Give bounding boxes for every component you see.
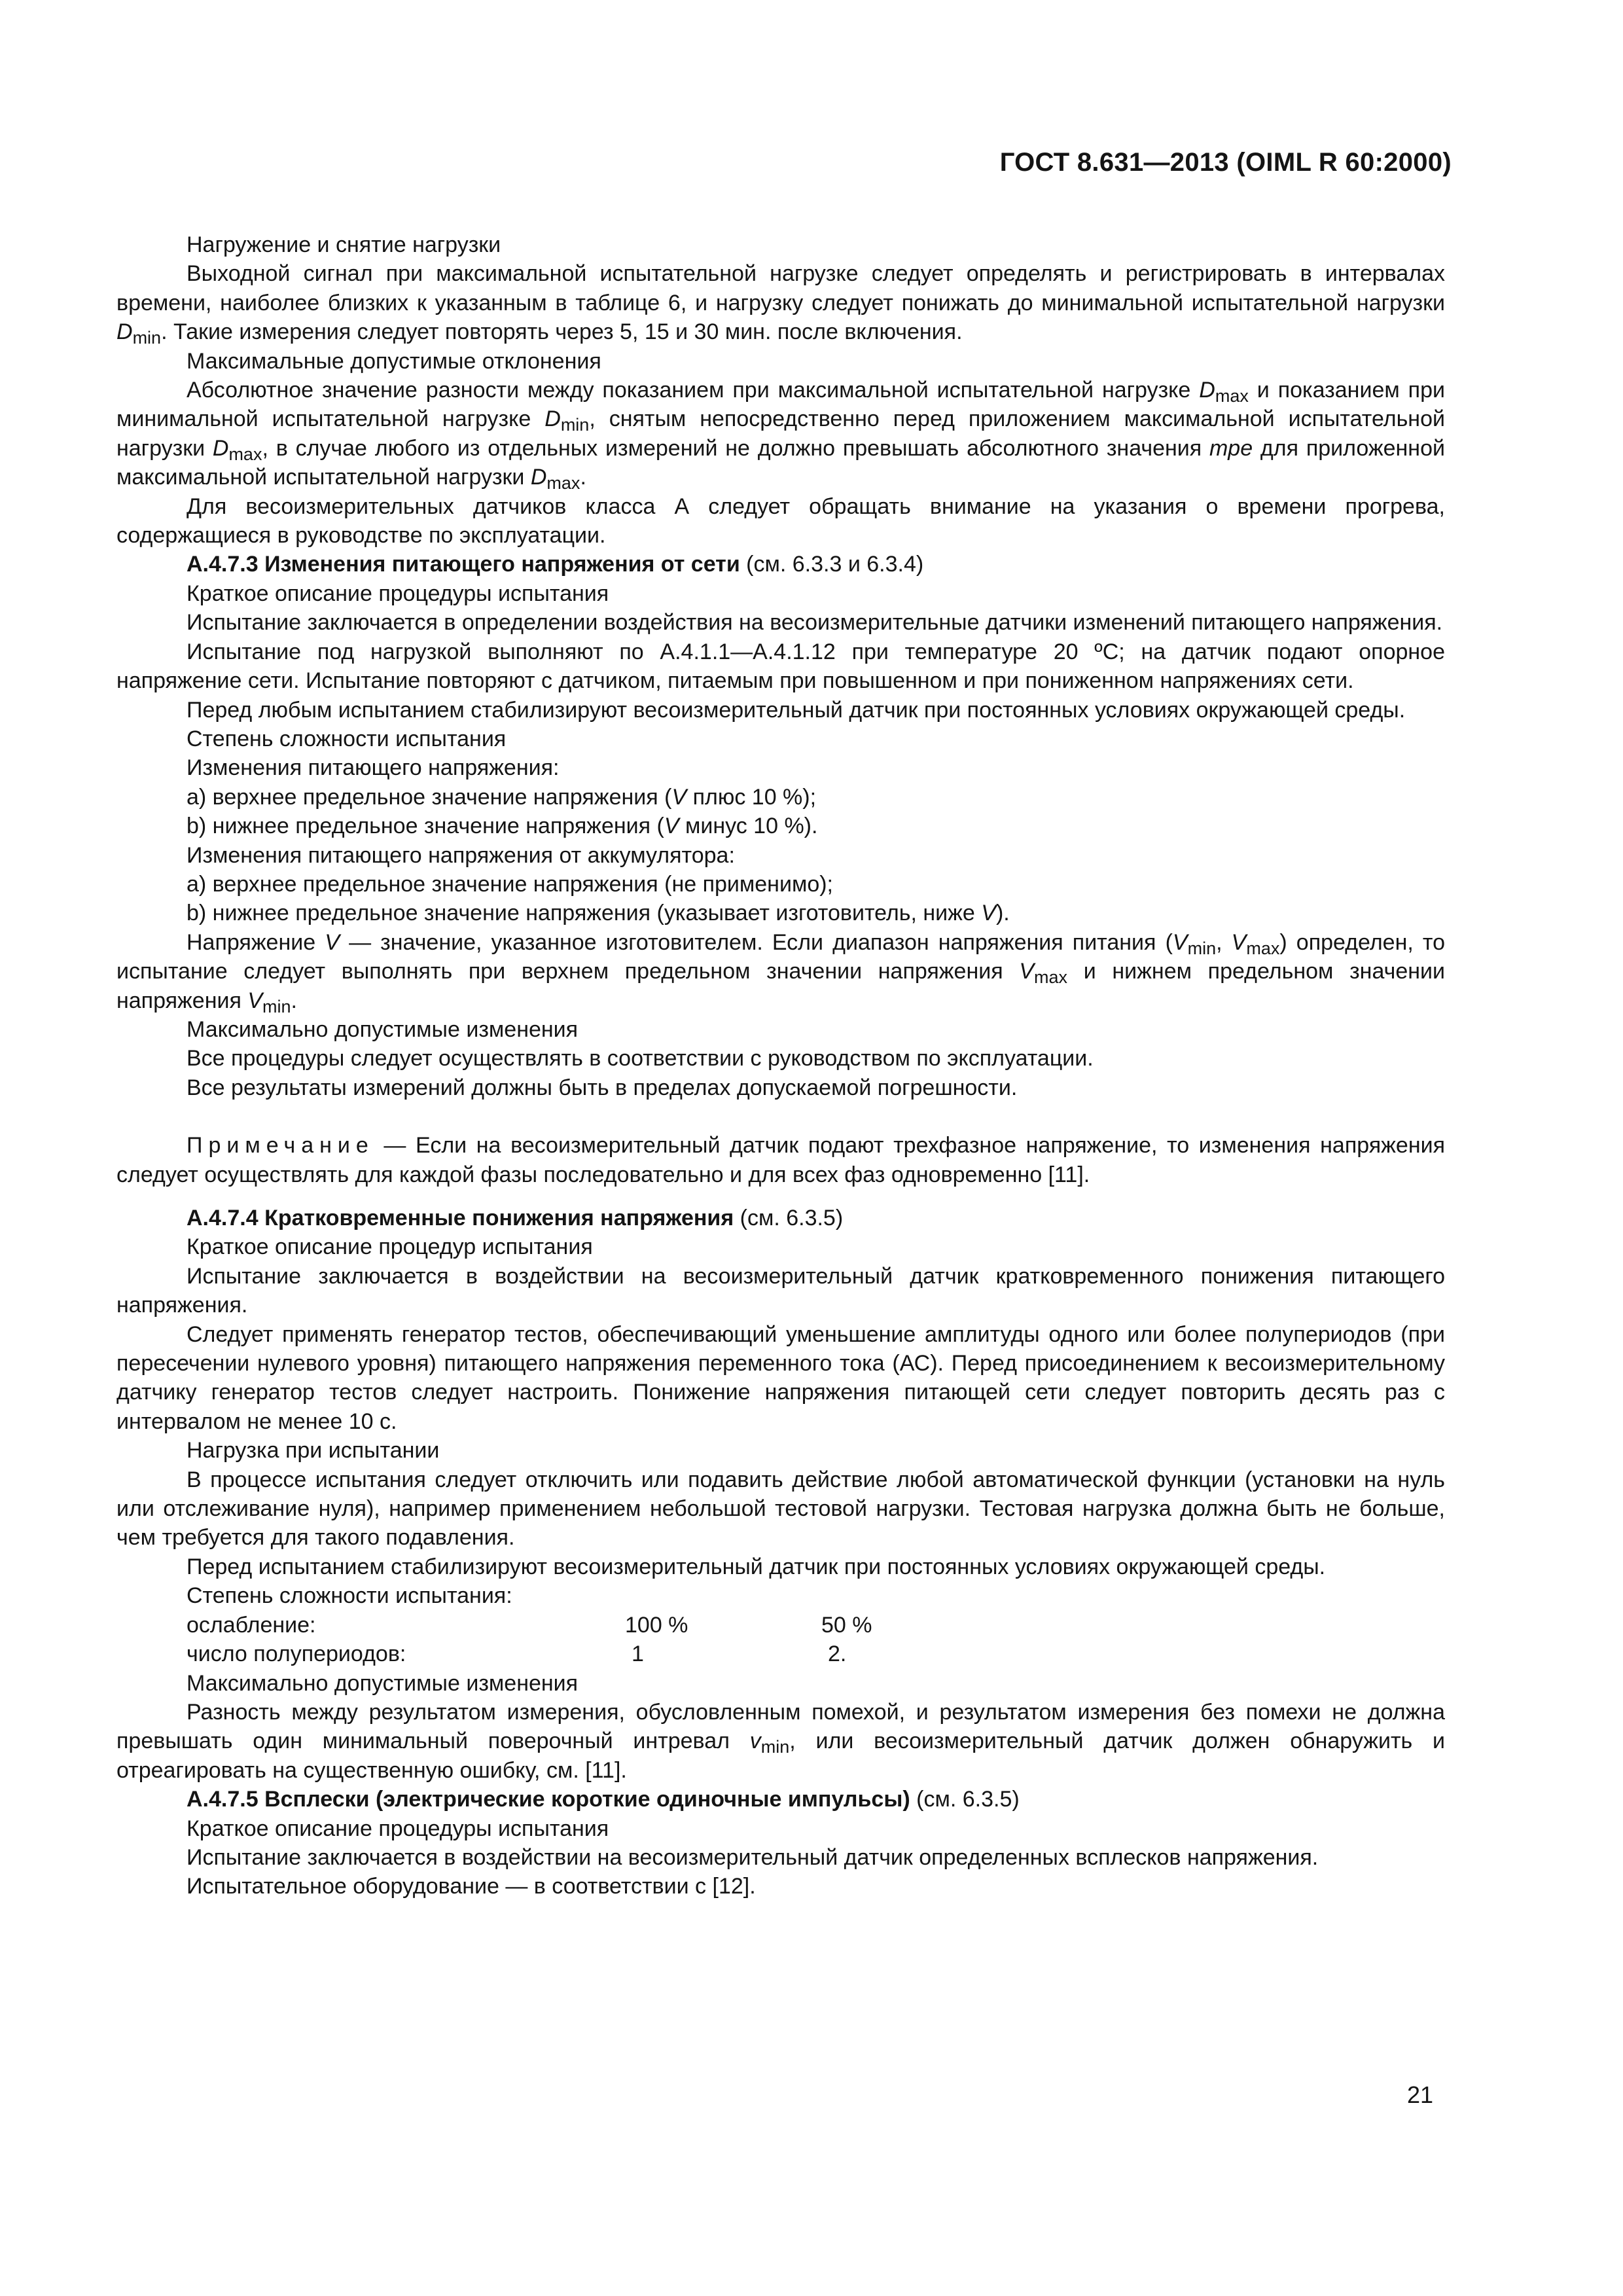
paragraph: Испытание под нагрузкой выполняют по А.4.1.1—А.4.1.12 при температуре 20 ºС; на датчик подают опорное напряжение сети. Испытание повторяют с датчиком, питаемым при повышенном и при пониженном напряжениях сети. [116,639,1445,694]
paragraph: Испытание заключается в определении воздействия на весоизмерительные датчики изменений питающего напряжения. [187,610,1443,636]
note-label: Примечание [187,1133,374,1158]
paragraph: Напряжение V — значение, указанное изготовителем. Если диапазон напряжения питания ($V_{min}$, $V_{max}$) определен, то испытание следует выполнять при верхнем предельном значении напряжения $V_{max}$ и нижнем предельном значении напряжения $V_{min}$. [116,929,1445,1016]
paragraph: Выходной сигнал при максимальной испытательной нагрузке следует определять и регистрировать в интервалах времени, наиболее близких к указанным в таблице 6, и нагрузку следует понижать до минимальной испытательной нагрузки $D_{min}$. Такие измерения следует повторять через 5, 15 и 30 мин. после включения. [116,261,1445,348]
list-item: а) верхнее предельное значение напряжения (V плюс 10 %); [187,784,817,810]
paragraph: Максимально допустимые изменения [187,1016,579,1042]
note: Примечание — Если на весоизмерительный датчик подают трехфазное напряжение, то изменения напряжения следует осуществлять для каждой фазы последовательно и для всех фаз одновременно [11]. [116,1133,1445,1187]
table-cell-label: число полупериодов: [187,1641,406,1667]
table-cell-value: 100 % [625,1612,688,1638]
severity-table [187,1611,959,1669]
section-heading: А.4.7.5 Всплески (электрические короткие одиночные импульсы) (см. 6.3.5) [187,1787,1020,1812]
section-heading: А.4.7.3 Изменения питающего напряжения от сети (см. 6.3.3 и 6.3.4) [187,552,924,577]
paragraph: Испытание заключается в воздействии на весоизмерительный датчик кратковременного понижения питающего напряжения. [116,1263,1445,1318]
paragraph: Разность между результатом измерения, обусловленным помехой, и результатом измерения без помехи не должна превышать один минимальный поверочный интревал $v_{min}$, или весоизмерительный датчик должен обнаружить и отреагировать на существенную ошибку, см. [11]. [116,1699,1445,1783]
paragraph: Нагружение и снятие нагрузки [187,232,501,257]
table-cell-value: 50 % [821,1612,872,1638]
paragraph: Изменения питающего напряжения: [187,755,560,781]
paragraph: Степень сложности испытания [187,726,507,751]
paragraph: Степень сложности испытания: [187,1583,512,1609]
paragraph: Максимальные допустимые отклонения [187,348,601,374]
table-row [187,1611,959,1640]
paragraph: Краткое описание процедуры испытания [187,1816,609,1841]
section-heading: А.4.7.4 Кратковременные понижения напряжения (см. 6.3.5) [187,1206,844,1230]
list-item: b) нижнее предельное значение напряжения (указывает изготовитель, ниже V). [187,901,1010,926]
table-cell-value: 1 [632,1641,644,1667]
page-number: 21 [1406,2081,1433,2108]
paragraph: В процессе испытания следует отключить или подавить действие любой автоматической функции (установки на нуль или отслеживание нуля), например применением небольшой тестовой нагрузки. Тестовая нагрузка должна быть не больше, чем требуется для такого подавления. [116,1467,1445,1551]
list-item: а) верхнее предельное значение напряжения (не применимо); [187,871,833,897]
paragraph: Все процедуры следует осуществлять в соответствии с руководством по эксплуатации. [187,1046,1094,1071]
paragraph: Перед испытанием стабилизируют весоизмерительный датчик при постоянных условиях окружающей среды. [187,1554,1326,1579]
table-cell-label: ослабление: [187,1612,316,1638]
paragraph: Краткое описание процедур испытания [187,1234,593,1260]
table-row [187,1640,959,1668]
standard-header: ГОСТ 8.631—2013 (OIML R 60:2000) [999,148,1452,177]
paragraph: Следует применять генератор тестов, обеспечивающий уменьшение амплитуды одного или более полупериодов (при пересечении нулевого уровня) питающего напряжения переменного тока (АС). Перед присоединением к весоизмерительному датчику генератор тестов следует настроить. Понижение напряжения питающей сети следует повторить десять раз с интервалом не менее 10 с. [116,1321,1445,1434]
list-item: b) нижнее предельное значение напряжения (V минус 10 %). [187,814,818,839]
paragraph: Максимально допустимые изменения [187,1670,579,1696]
paragraph: Испытание заключается в воздействии на весоизмерительный датчик определенных всплесков напряжения. [187,1844,1319,1870]
paragraph: Все результаты измерений должны быть в пределах допускаемой погрешности. [187,1075,1018,1100]
table-cell-value: 2. [828,1641,847,1667]
paragraph: Изменения питающего напряжения от аккумулятора: [187,842,735,868]
paragraph: Перед любым испытанием стабилизируют весоизмерительный датчик при постоянных условиях окружающей среды. [187,697,1406,723]
paragraph: Нагрузка при испытании [187,1438,440,1463]
paragraph: Испытательное оборудование — в соответствии с [12]. [187,1874,756,1899]
paragraph: Абсолютное значение разности между показанием при максимальной испытательной нагрузке $D_{max}$ и показанием при минимальной испытательной нагрузке $D_{min}$, снятым непосредственно перед приложением максимальной испытательной нагрузки $D_{max}$, в случае любого из отдельных измерений не должно превышать абсолютного значения mpe для приложенной максимальной испытательной нагрузки $D_{max}$. [116,378,1445,493]
paragraph: Краткое описание процедуры испытания [187,581,609,606]
paragraph: Для весоизмерительных датчиков класса А следует обращать внимание на указания о времени прогрева, содержащиеся в руководстве по эксплуатации. [116,493,1445,548]
document-body [116,230,1445,1901]
